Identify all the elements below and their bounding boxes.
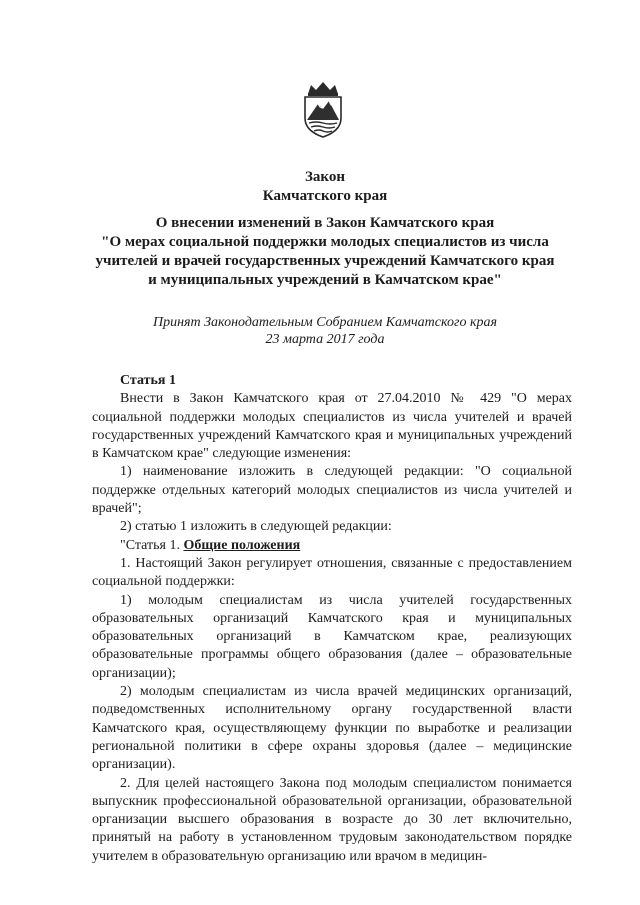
subtitle-line: и муниципальных учреждений в Камчатском крае" xyxy=(148,272,502,288)
article-body xyxy=(92,372,572,866)
subtitle-line: "О мерах социальной поддержки молодых специалистов из числа xyxy=(101,234,549,250)
article-heading: Статья 1 xyxy=(120,373,176,388)
subtitle-line: учителей и врачей государственных учреждений Камчатского края xyxy=(95,253,555,269)
law-subtitle xyxy=(60,214,590,290)
clause-1-subitem-2: 2) молодым специалистам из числа врачей медицинских организаций, подведомственных исполнительному органу государственной власти Камчатского края, осуществляющему функции по выработке и реализации региональной политики в сфере охраны здоровья (далее – медицинские организации). xyxy=(92,684,572,773)
law-title-region: Камчатского края xyxy=(262,188,388,204)
law-title-line: Закон xyxy=(304,169,345,185)
quoted-article-prefix: "Статья 1. xyxy=(120,537,184,553)
quoted-article-heading xyxy=(92,537,572,555)
quoted-article-title: Общие положения xyxy=(183,537,301,553)
kamchatka-coat-of-arms-emblem xyxy=(298,80,348,138)
clause-1-subitem-1: 1) молодым специалистам из числа учителей государственных образовательных организаций Камчатского края и муниципальных образовательных организаций в Камчатском крае, реализующих образовательные программы общего образования (далее – образовательные организации); xyxy=(92,592,572,681)
amendment-item-1: 1) наименование изложить в следующей редакции: "О социальной поддержке отдельных категорий молодых специалистов из числа учителей и врачей"; xyxy=(92,464,572,517)
adoption-body: Принят Законодательным Собранием Камчатского края xyxy=(152,315,498,330)
adoption-note xyxy=(60,314,590,348)
clause-1-paragraph: 1. Настоящий Закон регулирует отношения, связанные с предоставлением социальной поддержки: xyxy=(92,555,572,590)
subtitle-line: О внесении изменений в Закон Камчатского края xyxy=(155,215,495,231)
adoption-date: 23 марта 2017 года xyxy=(265,332,385,347)
law-title xyxy=(60,168,590,206)
clause-2-paragraph: 2. Для целей настоящего Закона под молодым специалистом понимается выпускник профессиональной образовательной организации, образовательной организации высшего образования в возрасте до 30 лет включительно, принятый на работу в установленном трудовым законодательством порядке учителем в образовательную организацию или врачом в медицин- xyxy=(92,775,572,864)
article-intro-paragraph: Внести в Закон Камчатского края от 27.04.2010 № 429 "О мерах социальной поддержки молодых специалистов из числа учителей и врачей государственных учреждений Камчатского края и муниципальных учреждений в Камчатском крае" следующие изменения: xyxy=(92,391,572,462)
amendment-item-2: 2) статью 1 изложить в следующей редакции: xyxy=(120,519,392,535)
